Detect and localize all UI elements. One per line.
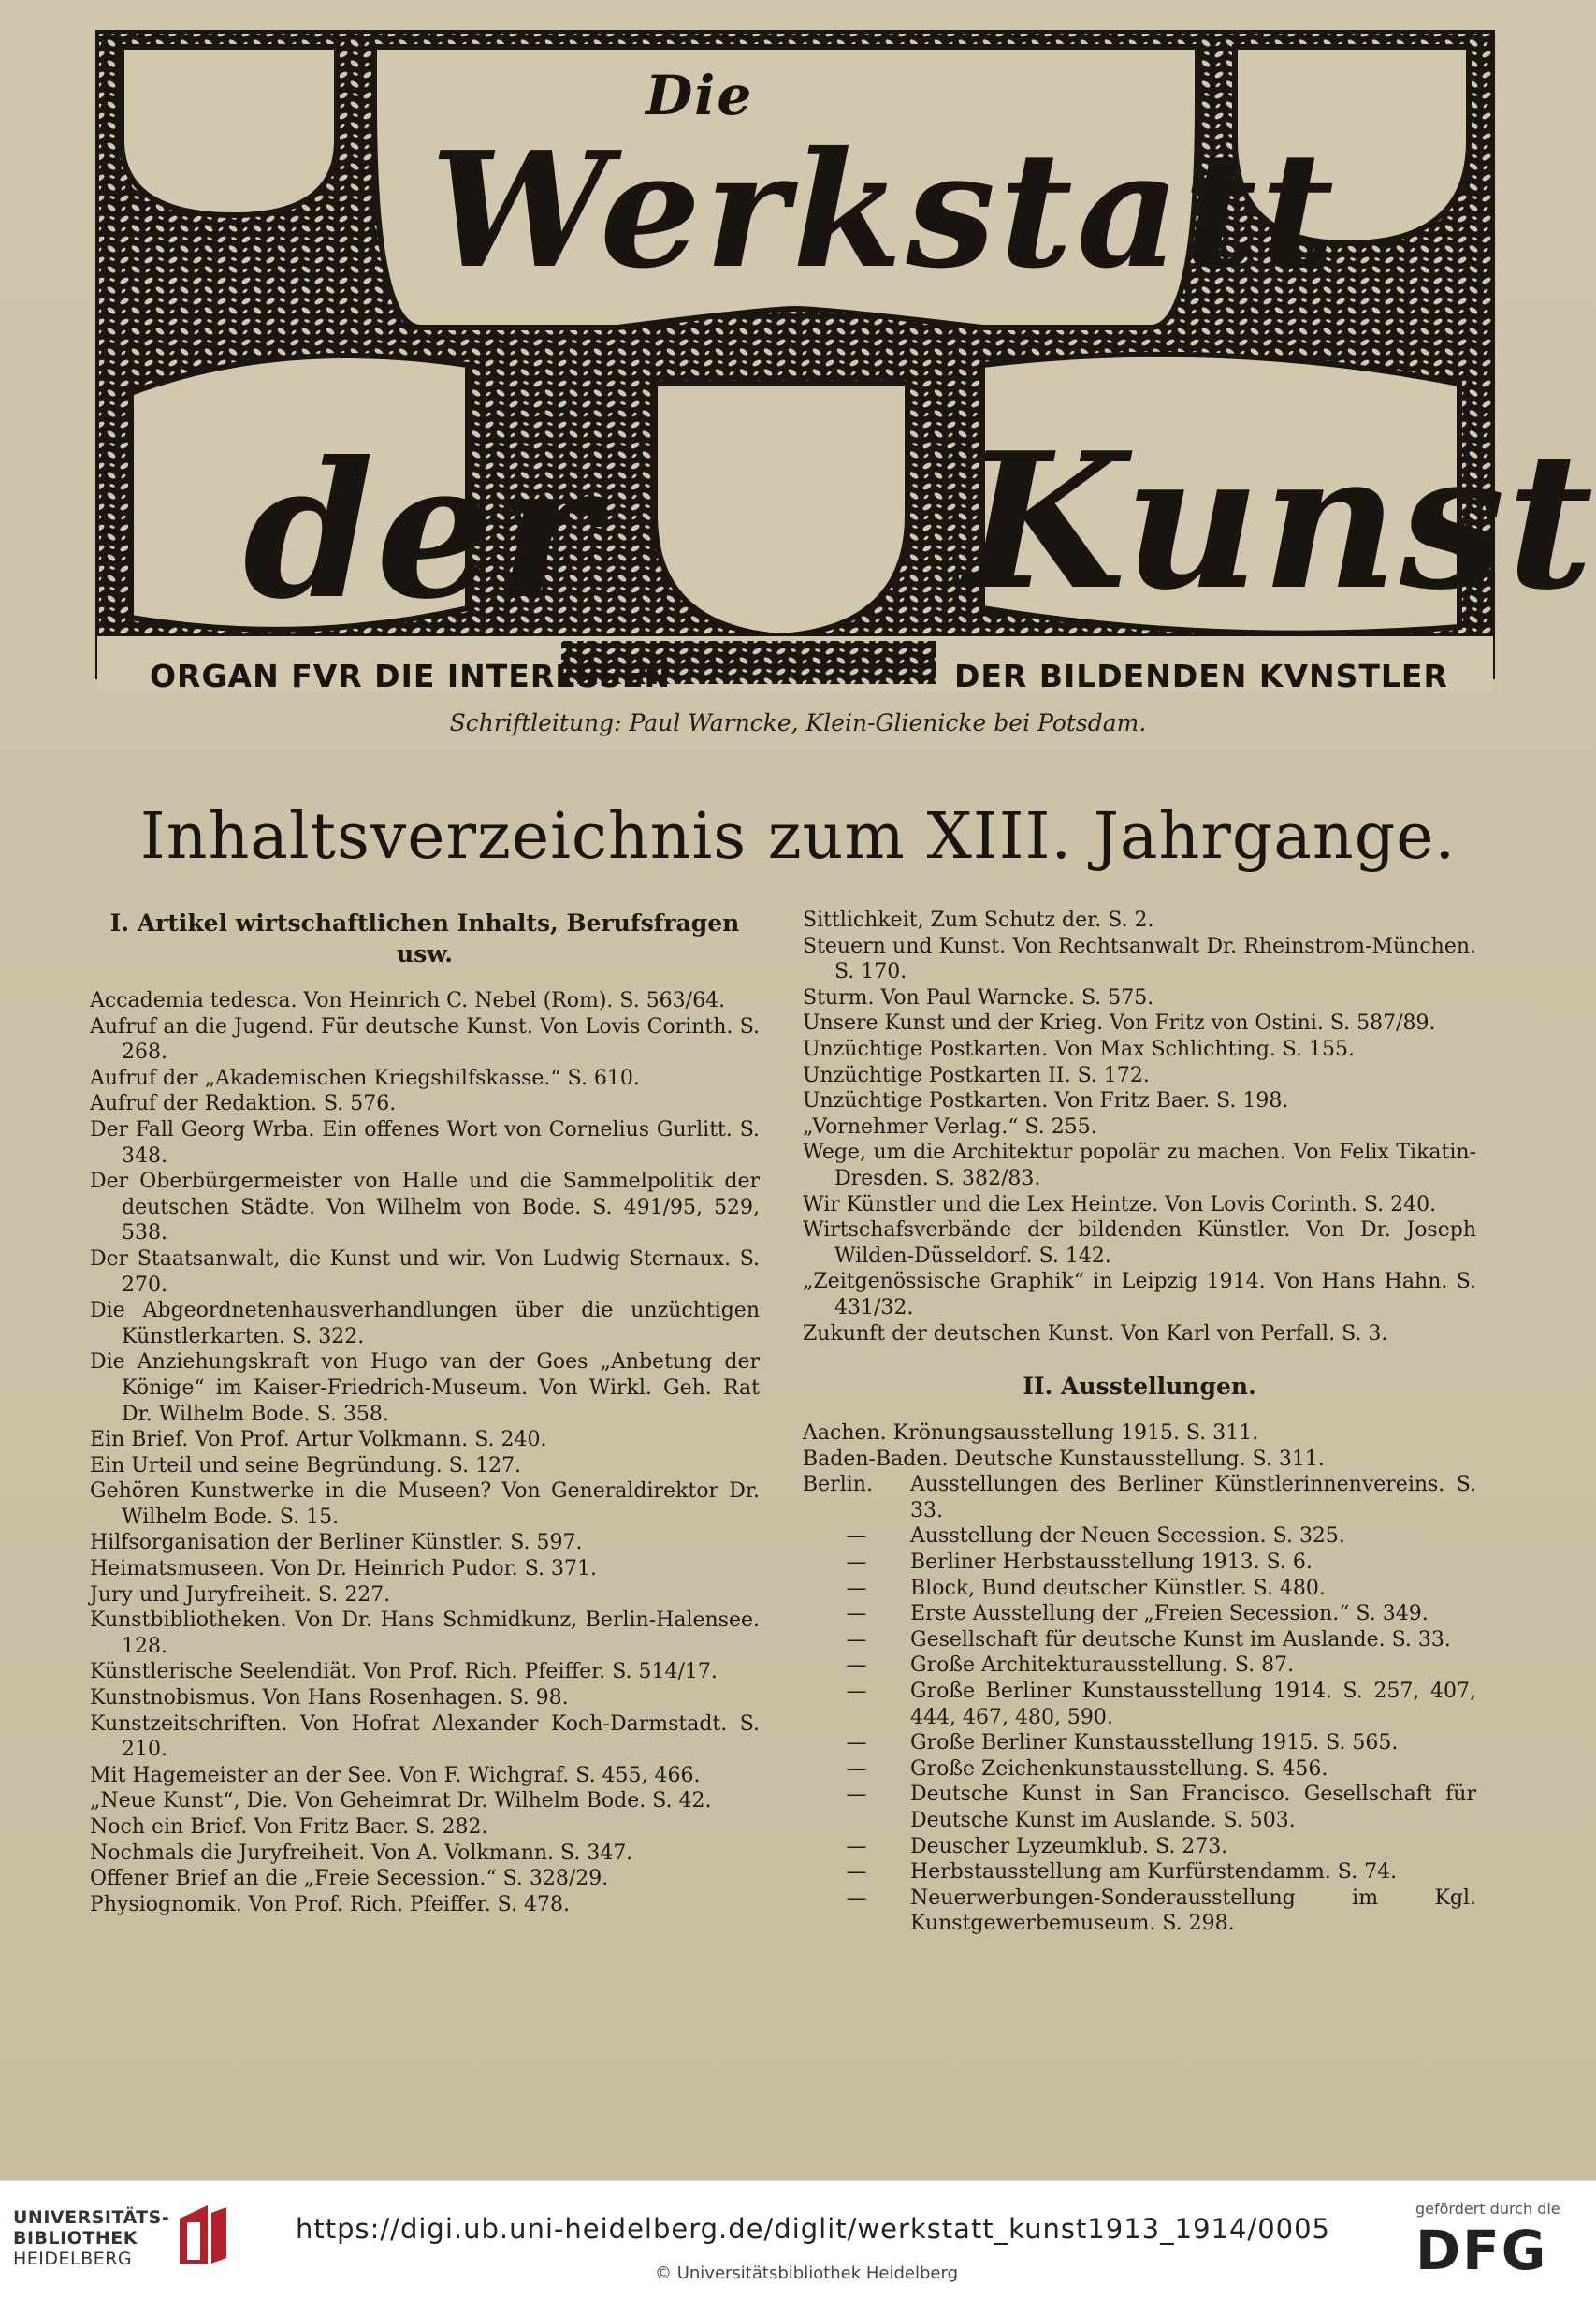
masthead [94, 28, 1596, 697]
toc-entry: Der Oberbürgermeister von Halle und die Sammelpolitik der deutschen Städte. Von Wilhelm von Bode. S. 491/95, 529, 538. [90, 1170, 760, 1245]
berlin-entry [803, 1627, 1476, 1653]
toc-entry: „Zeitgenössische Graphik“ in Leipzig 1914. Von Hans Hahn. S. 431/32. [803, 1270, 1476, 1319]
toc-entry: „Vornehmer Verlag.“ S. 255. [803, 1114, 1097, 1139]
berlin-entry [803, 1730, 1476, 1756]
berlin-entry [803, 1834, 1476, 1860]
toc-entry: Wir Künstler und die Lex Heintze. Von Lovis Corinth. S. 240. [803, 1192, 1437, 1216]
toc-entry: Die Abgeordnetenhausverhandlungen über die unzüchtigen Künstlerkarten. S. 322. [90, 1299, 760, 1348]
berlin-entry [803, 1601, 1476, 1627]
berlin-entry [803, 1523, 1476, 1550]
toc-entry: Der Staatsanwalt, die Kunst und wir. Von Ludwig Sternaux. S. 270. [90, 1246, 760, 1297]
ditto-dash: — [846, 1783, 867, 1807]
toc-entry: Heimatsmuseen. Von Dr. Heinrich Pudor. S. 371. [90, 1557, 597, 1581]
toc-entry: Der Fall Georg Wrba. Ein offenes Wort von Cornelius Gurlitt. S. 348. [90, 1117, 760, 1168]
berlin-entry-text: Große Berliner Kunstausstellung 1915. S. 565. [910, 1731, 1399, 1755]
left-column [90, 908, 760, 1917]
berlin-entry-text: Gesellschaft für deutsche Kunst im Auslande. S. 33. [910, 1627, 1451, 1652]
berlin-entry-text: Erste Ausstellung der „Freien Secession.“ S. 349. [910, 1602, 1429, 1626]
berlin-entry [803, 1859, 1476, 1885]
logo-line-2: BIBLIOTHEK [13, 2228, 138, 2249]
berlin-entry [803, 1679, 1476, 1730]
section1-left-list [90, 988, 760, 1917]
editor-line: Schriftleitung: Paul Warncke, Klein-Glienicke bei Potsdam. [449, 709, 1147, 736]
masthead-die: Die [646, 64, 754, 127]
ditto-dash: — [846, 1576, 867, 1600]
berlin-entry-text: Ausstellung der Neuen Secession. S. 325. [910, 1524, 1345, 1549]
section2-heading: II. Ausstellungen. [1023, 1373, 1256, 1401]
toc-entry: Wege, um die Architektur popolär zu machen. Von Felix Tikatin-Dresden. S. 382/83. [803, 1141, 1476, 1190]
berlin-list [803, 1472, 1476, 1937]
toc-entry: Aachen. Krönungsausstellung 1915. S. 311. [803, 1421, 1259, 1446]
logo-line-3: HEIDELBERG [13, 2249, 133, 2269]
toc-entry: Offener Brief an die „Freie Secession.“ S. 328/29. [90, 1867, 609, 1891]
toc-entry: Wirtschafsverbände der bildenden Künstler. Von Dr. Joseph Wilden-Düsseldorf. S. 142. [803, 1218, 1476, 1268]
toc-entry: Baden-Baden. Deutsche Kunstausstellung. S. 311. [803, 1447, 1325, 1471]
toc-entry: Kunstzeitschriften. Von Hofrat Alexander Koch-Darmstadt. S. 210. [90, 1711, 760, 1762]
berlin-entry-text: Neuerwerbungen-Sonderausstellung im Kgl. Kunstgewerbemuseum. S. 298. [910, 1885, 1476, 1936]
ditto-dash: — [846, 1834, 867, 1858]
toc-entry: Accademia tedesca. Von Heinrich C. Nebel (Rom). S. 563/64. [90, 989, 726, 1012]
toc-entry: Sittlichkeit, Zum Schutz der. S. 2. [803, 909, 1154, 932]
right-column [803, 908, 1476, 1937]
masthead-organ-right: DER BILDENDEN KVNSTLER [954, 658, 1448, 694]
toc-entry: Sturm. Von Paul Warncke. S. 575. [803, 985, 1154, 1010]
toc-entry: Nochmals die Juryfreiheit. Von A. Volkmann. S. 347. [90, 1841, 633, 1865]
toc-entry: Aufruf der Redaktion. S. 576. [90, 1092, 397, 1116]
ditto-dash: — [846, 1627, 867, 1652]
section1-right-list [803, 908, 1476, 1347]
toc-entry: Physiognomik. Von Prof. Rich. Pfeiffer. S. 478. [90, 1892, 570, 1916]
toc-entry: Unzüchtige Postkarten II. S. 172. [803, 1063, 1150, 1087]
dfg-logo[interactable]: DFG [1415, 2219, 1548, 2282]
berlin-entry-text: Berliner Herbstausstellung 1913. S. 6. [910, 1550, 1313, 1575]
toc-entry: Künstlerische Seelendiät. Von Prof. Rich. Pfeiffer. S. 514/17. [90, 1660, 718, 1684]
toc-entry: Kunstnobismus. Von Hans Rosenhagen. S. 98. [90, 1686, 569, 1710]
dfg-note: gefördert durch die [1415, 2200, 1560, 2218]
toc-entry: Hilfsorganisation der Berliner Künstler. S. 597. [90, 1531, 583, 1555]
berlin-entry-text: Deutsche Kunst in San Francisco. Gesellschaft für Deutsche Kunst im Auslande. S. 503. [910, 1783, 1476, 1832]
ditto-dash: — [846, 1731, 867, 1755]
toc-entry: Mit Hagemeister an der See. Von F. Wichgraf. S. 455, 466. [90, 1763, 701, 1787]
masthead-organ-left: ORGAN FVR DIE INTERESSEN [150, 658, 671, 694]
berlin-entry [803, 1782, 1476, 1833]
ditto-dash: — [846, 1860, 867, 1885]
permalink-url[interactable]: https://digi.ub.uni-heidelberg.de/diglit/werkstatt_kunst1913_1914/0005 [296, 2213, 1330, 2245]
berlin-entry [803, 1652, 1476, 1679]
berlin-entry-text: Herbstausstellung am Kurfürstendamm. S. 74. [910, 1860, 1398, 1885]
toc-entry: Unzüchtige Postkarten. Von Max Schlichting. S. 155. [803, 1037, 1356, 1061]
berlin-entry-text: Große Berliner Kunstausstellung 1914. S. 257, 407, 444, 467, 480, 590. [910, 1680, 1476, 1729]
toc-entry: Unzüchtige Postkarten. Von Fritz Baer. S. 198. [803, 1089, 1289, 1114]
toc-entry: Steuern und Kunst. Von Rechtsanwalt Dr. Rheinstrom-München. S. 170. [803, 934, 1476, 984]
berlin-entry-text: Ausstellungen des Berliner Künstlerinnenvereins. S. 33. [910, 1473, 1476, 1522]
berlin-entry [803, 1756, 1476, 1783]
ditto-dash: — [846, 1524, 867, 1549]
berlin-entry [803, 1885, 1476, 1937]
berlin-entry-text: Block, Bund deutscher Künstler. S. 480. [910, 1576, 1326, 1600]
page-title: Inhaltsverzeichnis zum XIII. Jahrgange. [139, 800, 1457, 874]
toc-entry: Aufruf der „Akademischen Kriegshilfskasse.“ S. 610. [90, 1066, 640, 1090]
ditto-dash: — [846, 1653, 867, 1678]
masthead-der: der [243, 421, 598, 641]
toc-entry: Kunstbibliotheken. Von Dr. Hans Schmidkunz, Berlin-Halensee. 128. [90, 1609, 760, 1658]
toc-entry: Die Anziehungskraft von Hugo van der Goes „Anbetung der Könige“ im Kaiser-Friedrich-Museum. Von Wirkl. Geh. Rat Dr. Wilhelm Bode. S. 358. [90, 1350, 760, 1426]
berlin-city-label: Berlin. [803, 1473, 873, 1497]
toc-entry: Ein Brief. Von Prof. Artur Volkmann. S. 240. [90, 1428, 547, 1452]
section2-list [803, 1420, 1476, 1472]
logo-line-1: UNIVERSITÄTS- [13, 2207, 170, 2228]
berlin-entry [803, 1550, 1476, 1576]
toc-entry: Jury und Juryfreiheit. S. 227. [90, 1582, 391, 1607]
library-logo[interactable] [13, 2207, 294, 2273]
masthead-kunst: Kunst [964, 412, 1596, 632]
toc-entry: Unsere Kunst und der Krieg. Von Fritz von Ostini. S. 587/89. [803, 1012, 1436, 1036]
ditto-dash: — [846, 1756, 867, 1781]
toc-entry: Gehören Kunstwerke in die Museen? Von Generaldirektor Dr. Wilhelm Bode. S. 15. [90, 1479, 760, 1529]
footer-bar [0, 2180, 1596, 2300]
toc-entry: Zukunft der deutschen Kunst. Von Karl von Perfall. S. 3. [803, 1321, 1388, 1346]
ditto-dash: — [846, 1550, 867, 1575]
berlin-entry-text: Große Architekturausstellung. S. 87. [910, 1653, 1295, 1678]
ditto-dash: — [846, 1680, 867, 1704]
berlin-entry-text: Deuscher Lyzeumklub. S. 273. [910, 1834, 1228, 1858]
section1-heading: I. Artikel wirtschaftlichen Inhalts, Berufsfragen usw. [109, 910, 740, 968]
ditto-dash: — [846, 1885, 867, 1910]
berlin-entry [803, 1576, 1476, 1602]
library-logo-icon [170, 2202, 230, 2267]
toc-entry: „Neue Kunst“, Die. Von Geheimrat Dr. Wilhelm Bode. S. 42. [90, 1789, 712, 1813]
masthead-werkstatt: Werkstatt [430, 117, 1339, 304]
berlin-entry-text: Große Zeichenkunstausstellung. S. 456. [910, 1756, 1328, 1781]
toc-entry: Aufruf an die Jugend. Für deutsche Kunst. Von Lovis Corinth. S. 268. [90, 1014, 760, 1065]
copyright-text: © Universitätsbibliothek Heidelberg [655, 2264, 959, 2283]
berlin-entry [803, 1472, 1476, 1523]
toc-entry: Ein Urteil und seine Begründung. S. 127. [90, 1453, 522, 1478]
toc-entry: Noch ein Brief. Von Fritz Baer. S. 282. [90, 1815, 488, 1839]
ditto-dash: — [846, 1602, 867, 1626]
